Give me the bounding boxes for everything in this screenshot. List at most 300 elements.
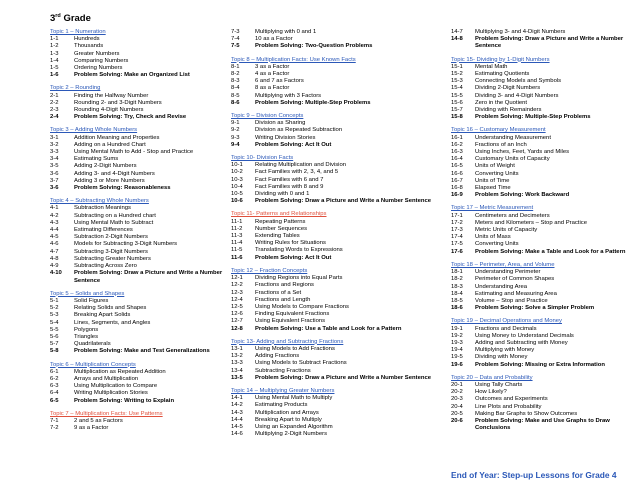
lesson-row (231, 219, 443, 226)
lesson-row (451, 142, 626, 149)
lesson-number: 12-6 (231, 311, 243, 318)
lesson-title: Fractions of a Set (255, 289, 302, 296)
lesson-title: Connecting Models and Symbols (475, 78, 562, 85)
lesson-number: 16-8 (451, 185, 463, 192)
lesson-number: 8-5 (231, 92, 240, 99)
lesson-number: 19-2 (451, 332, 463, 339)
lesson-row (231, 64, 443, 71)
lesson-title: 9 as a Factor (74, 425, 109, 432)
topic-title[interactable]: Topic 6 – Multiplication Concepts (50, 361, 136, 368)
lesson-row (50, 205, 225, 212)
lesson-title: Models for Subtracting 3-Digit Numbers (74, 241, 178, 248)
lesson-number: 16-5 (451, 163, 463, 170)
lesson-number: 13-1 (231, 345, 243, 352)
lesson-title: Fractions of an Inch (475, 141, 527, 148)
lesson-title: Estimating and Measuring Area (475, 290, 557, 297)
lesson-number: 8-4 (231, 85, 240, 92)
lesson-title: Problem Solving: Draw a Picture and Write a Number Sentence (475, 36, 624, 50)
lesson-number: 14-4 (231, 416, 243, 423)
lesson-row (231, 36, 443, 43)
topic-title[interactable]: Topic 18 – Perimeter, Area, and Volume (451, 261, 555, 268)
lesson-row (231, 198, 443, 205)
lesson-row (451, 269, 626, 276)
lesson-number: 16-2 (451, 141, 463, 148)
lesson-number: 15-3 (451, 78, 463, 85)
lesson-row (50, 305, 225, 312)
lesson-row (451, 156, 626, 163)
lesson-title: Subtracting Fractions (255, 367, 311, 374)
topic-title[interactable]: Topic 15- Dividing by 1-Digit Numbers (451, 56, 550, 63)
lesson-number: 20-5 (451, 410, 463, 417)
lesson-title: Multiplying with Money (475, 347, 535, 354)
lesson-title: Units of Weight (475, 163, 515, 170)
lesson-row (50, 390, 225, 397)
lesson-row (451, 276, 626, 283)
lesson-title: Multiplication as Repeated Addition (74, 368, 166, 375)
lesson-title: Writing Division Stories (255, 134, 316, 141)
lesson-title: Writing Multiplication Stories (74, 390, 148, 397)
lesson-title: Relating Multiplication and Division (255, 162, 347, 169)
lesson-number: 3-6 (50, 185, 59, 192)
lesson-row (451, 241, 626, 248)
lesson-row (50, 72, 225, 79)
lesson-row (451, 382, 626, 389)
lesson-number: 14-2 (231, 402, 243, 409)
lesson-number: 5-7 (50, 341, 59, 348)
lesson-title: Subtracting Greater Numbers (74, 255, 151, 262)
topic-section (50, 85, 225, 121)
lesson-row (50, 327, 225, 334)
lesson-title: Problem Solving: Draw a Picture and Write a Number Sentence (255, 374, 431, 381)
lesson-number: 14-1 (231, 395, 243, 402)
lesson-row (50, 93, 225, 100)
lesson-row (50, 65, 225, 72)
topic-title[interactable]: Topic 20 – Data and Probability (451, 374, 533, 381)
lesson-row (451, 185, 626, 192)
lesson-row (451, 347, 626, 354)
topic-title[interactable]: Topic 19 – Decimal Operations and Money (451, 318, 562, 325)
lesson-number: 18-5 (451, 297, 463, 304)
lesson-number: 4-6 (50, 241, 59, 248)
lesson-row (451, 340, 626, 347)
lesson-number: 5-3 (50, 312, 59, 319)
topic-section (451, 127, 626, 199)
topic-title[interactable]: Topic 9 – Division Concepts (231, 113, 304, 120)
lesson-row (50, 178, 225, 185)
lesson-title: Quadrilaterals (74, 341, 111, 348)
lesson-row (50, 213, 225, 220)
lesson-title: Units of Time (475, 177, 510, 184)
lesson-row (231, 275, 443, 282)
lesson-number: 15-4 (451, 85, 463, 92)
topic-title[interactable]: Topic 11- Patterns and Relationships (231, 211, 327, 218)
lesson-number: 10-4 (231, 183, 243, 190)
topic-section (451, 318, 626, 368)
lesson-row (451, 71, 626, 78)
lesson-title: Problem Solving: Two-Question Problems (255, 43, 373, 50)
topic-section (50, 411, 225, 433)
lesson-title: Zero in the Quotient (475, 99, 528, 106)
lesson-number: 9-1 (231, 120, 240, 127)
lesson-number: 18-3 (451, 283, 463, 290)
lesson-number: 16-7 (451, 177, 463, 184)
topic-title[interactable]: Topic 16 – Customary Measurement (451, 127, 546, 134)
topic-title[interactable]: Topic 10- Division Facts (231, 155, 294, 162)
lesson-title: Converting Units (475, 170, 519, 177)
lesson-title: Using Equivalent Fractions (255, 318, 326, 325)
lesson-title: Polygons (74, 326, 99, 333)
lesson-row (50, 135, 225, 142)
lesson-row (451, 135, 626, 142)
lesson-number: 14-5 (231, 423, 243, 430)
topic-section (231, 211, 443, 261)
lesson-title: Triangles (74, 333, 99, 340)
lesson-row (451, 326, 626, 333)
lesson-number: 5-6 (50, 333, 59, 340)
lesson-row (231, 360, 443, 367)
lesson-number: 17-3 (451, 227, 463, 234)
lesson-row (231, 346, 443, 353)
lesson-title: Problem Solving: Act It Out (255, 141, 332, 148)
lesson-title: Solid Figures (74, 297, 109, 304)
lesson-number: 6-5 (50, 397, 59, 404)
topic-title[interactable]: Topic 1 – Numeration (50, 29, 106, 35)
lesson-row (50, 418, 225, 425)
topic-section (231, 155, 443, 205)
lesson-number: 4-5 (50, 234, 59, 241)
lesson-row (50, 241, 225, 248)
lesson-number: 14-6 (231, 431, 243, 438)
lesson-number: 10-1 (231, 162, 243, 169)
lesson-title: Centimeters and Decimeters (475, 212, 550, 219)
lesson-number: 16-4 (451, 156, 463, 163)
lesson-number: 11-1 (231, 218, 243, 225)
lesson-title: Understanding Area (475, 283, 528, 290)
lesson-number: 17-1 (451, 212, 463, 219)
lesson-title: Fact Families with 8 and 9 (255, 183, 324, 190)
lesson-row (50, 369, 225, 376)
topic-title[interactable]: Topic 13- Adding and Subtracting Fractions (231, 338, 344, 345)
lesson-title: Fact Families with 2, 3, 4, and 5 (255, 169, 339, 176)
lesson-number: 15-2 (451, 71, 463, 78)
topic-section (451, 29, 626, 51)
lesson-number: 14-7 (451, 29, 463, 35)
lesson-row (231, 71, 443, 78)
grade-suffix: rd (55, 12, 61, 19)
lesson-number: 15-7 (451, 107, 463, 114)
topic-title[interactable]: Topic 7 – Multiplication Facts: Use Patterns (50, 410, 163, 417)
lesson-row (231, 169, 443, 176)
lesson-title: Fractions and Decimals (475, 325, 537, 332)
topic-title[interactable]: Topic 5 – Solids and Shapes (50, 290, 125, 297)
lesson-title: Adding and Subtracting with Money (475, 339, 568, 346)
lesson-title: Using Tally Charts (475, 381, 523, 388)
lesson-number: 3-3 (50, 149, 59, 156)
lesson-title: Dividing with 0 and 1 (255, 191, 310, 198)
lesson-title: Converting Units (475, 241, 519, 248)
lesson-row (231, 135, 443, 142)
topic-title[interactable]: Topic 2 – Rounding (50, 85, 101, 92)
lesson-row (50, 107, 225, 114)
lesson-title: 4 as a Factor (255, 71, 290, 78)
lesson-row (231, 29, 443, 36)
lesson-row (451, 411, 626, 418)
lesson-row (50, 142, 225, 149)
lesson-number: 14-8 (451, 36, 463, 43)
lesson-number: 1-3 (50, 50, 59, 57)
lesson-title: Customary Units of Capacity (475, 156, 550, 163)
grade-word: Grade (63, 13, 91, 24)
lesson-row (50, 51, 225, 58)
lesson-title: Adding on a Hundred Chart (74, 141, 146, 148)
lesson-row (231, 290, 443, 297)
lesson-row (231, 247, 443, 254)
lesson-row (451, 192, 626, 199)
lesson-row (231, 395, 443, 402)
lesson-number: 5-8 (50, 348, 59, 355)
lesson-title: Problem Solving: Draw a Picture and Write a Number Sentence (255, 198, 431, 205)
lesson-title: Estimating Sums (74, 156, 119, 163)
lesson-title: Rounding 4-Digit Numbers (74, 107, 144, 114)
lesson-row (50, 334, 225, 341)
lesson-row (231, 226, 443, 233)
lesson-number: 16-6 (451, 170, 463, 177)
lesson-number: 20-4 (451, 403, 463, 410)
lesson-row (231, 120, 443, 127)
lesson-row (231, 184, 443, 191)
lesson-row (231, 375, 443, 382)
lesson-number: 11-4 (231, 240, 243, 247)
lesson-row (451, 36, 626, 50)
topic-section (50, 127, 225, 192)
lesson-row (50, 156, 225, 163)
lesson-row (231, 93, 443, 100)
lesson-title: Using Mental Math to Subtract (74, 219, 154, 226)
lesson-row (451, 64, 626, 71)
lesson-number: 17-2 (451, 219, 463, 226)
lesson-number: 15-5 (451, 92, 463, 99)
lesson-number: 5-2 (50, 305, 59, 312)
lesson-number: 19-1 (451, 325, 463, 332)
lesson-row (451, 333, 626, 340)
lesson-number: 9-3 (231, 134, 240, 141)
lesson-title: Outcomes and Experiments (475, 396, 548, 403)
lesson-number: 18-4 (451, 290, 463, 297)
lesson-title: 8 as a Factor (255, 85, 290, 92)
lesson-row (50, 149, 225, 156)
lesson-row (231, 297, 443, 304)
topic-section (231, 388, 443, 438)
lesson-number: 4-4 (50, 227, 59, 234)
lesson-title: Multiplying with 0 and 1 (255, 29, 317, 35)
topic-title[interactable]: Topic 17 – Metric Measurement (451, 205, 534, 212)
lesson-number: 7-1 (50, 417, 59, 424)
lesson-number: 10-3 (231, 176, 243, 183)
lesson-number: 4-3 (50, 219, 59, 226)
lesson-row (50, 171, 225, 178)
lesson-title: Understanding Perimeter (475, 269, 541, 276)
lesson-title: Using Models to Subtract Fractions (255, 360, 347, 367)
lesson-row (50, 298, 225, 305)
lesson-title: Metric Units of Capacity (475, 227, 538, 234)
lesson-number: 9-2 (231, 127, 240, 134)
lesson-number: 12-1 (231, 275, 243, 282)
lesson-number: 16-3 (451, 149, 463, 156)
lesson-row (231, 162, 443, 169)
topic-section (451, 375, 626, 433)
lesson-number: 13-5 (231, 374, 243, 381)
lesson-title: 3 as a Factor (255, 63, 290, 70)
topic-section (451, 205, 626, 255)
lesson-number: 1-4 (50, 57, 59, 64)
lesson-title: Multiplication and Arrays (255, 409, 319, 416)
lesson-title: Finding the Halfway Number (74, 92, 149, 99)
lesson-number: 2-2 (50, 99, 59, 106)
lesson-title: Subtracting Across Zero (74, 263, 137, 270)
lesson-title: Using an Expanded Algorithm (255, 423, 333, 430)
lesson-title: Estimating Differences (74, 227, 133, 234)
lesson-title: Mental Math (475, 63, 508, 70)
lesson-number: 6-4 (50, 390, 59, 397)
lesson-number: 3-1 (50, 134, 59, 141)
lesson-number: 13-2 (231, 353, 243, 360)
lesson-number: 4-10 (50, 270, 62, 277)
lesson-row (50, 256, 225, 263)
lesson-title: Division as Sharing (255, 120, 306, 127)
lesson-title: Number Sequences (255, 225, 308, 232)
lesson-title: Elapsed Time (475, 185, 511, 192)
lesson-title: Rounding 2- and 3-Digit Numbers (74, 99, 162, 106)
lesson-number: 13-3 (231, 360, 243, 367)
lesson-title: Division as Repeated Subtraction (255, 127, 343, 134)
lesson-row (231, 282, 443, 289)
lesson-row (451, 171, 626, 178)
topic-title[interactable]: Topic 4 – Subtracting Whole Numbers (50, 198, 149, 205)
topic-section (50, 29, 225, 79)
lesson-title: Perimeter of Common Shapes (475, 276, 555, 283)
footer-note: End of Year: Step-up Lessons for Grade 4 (451, 470, 617, 480)
lesson-number: 17-4 (451, 234, 463, 241)
lesson-title: Dividing with Remainders (475, 107, 542, 114)
lesson-number: 18-2 (451, 276, 463, 283)
lesson-title: Problem Solving: Solve a Simpler Problem (475, 305, 595, 312)
topic-title[interactable]: Topic 12 – Fraction Concepts (231, 267, 308, 274)
lesson-row (451, 213, 626, 220)
lesson-number: 1-1 (50, 36, 59, 43)
lesson-number: 7-5 (231, 43, 240, 50)
lesson-row (231, 424, 443, 431)
lesson-title: Fractions and Regions (255, 282, 314, 289)
lesson-number: 10-2 (231, 169, 243, 176)
lesson-number: 18-6 (451, 305, 463, 312)
lesson-title: Problem Solving: Multiple-Step Problems (475, 114, 591, 121)
lesson-number: 6-2 (50, 375, 59, 382)
lesson-row (50, 376, 225, 383)
lesson-number: 17-5 (451, 241, 463, 248)
lesson-number: 19-5 (451, 354, 463, 361)
lesson-title: Adding 2-Digit Numbers (74, 163, 137, 170)
lesson-title: Problem Solving: Work Backward (475, 192, 570, 199)
lesson-row (451, 404, 626, 411)
lesson-row (451, 100, 626, 107)
lesson-title: Translating Words to Expressions (255, 247, 343, 254)
lesson-row (231, 177, 443, 184)
lesson-row (231, 255, 443, 262)
lesson-title: Problem Solving: Missing or Extra Information (475, 361, 605, 368)
lesson-title: Subtraction 2-Digit Numbers (74, 234, 148, 241)
lesson-title: Problem Solving: Make and Use Graphs to Draw Conclusions (475, 417, 610, 432)
lesson-title: Fact Families with 6 and 7 (255, 176, 324, 183)
lesson-title: Problem Solving: Try, Check and Revise (74, 114, 187, 121)
lesson-row (451, 305, 626, 312)
lesson-row (50, 227, 225, 234)
lesson-number: 19-4 (451, 347, 463, 354)
lesson-row (451, 178, 626, 185)
lesson-number: 15-1 (451, 63, 463, 70)
lesson-row (451, 107, 626, 114)
lesson-row (231, 402, 443, 409)
lesson-row (451, 234, 626, 241)
topic-section (50, 198, 225, 284)
lesson-row (451, 227, 626, 234)
lesson-title: 10 as a Factor (255, 36, 293, 43)
lesson-title: Estimating Quotients (475, 71, 530, 78)
lesson-row (50, 100, 225, 107)
lesson-title: Problem Solving: Use a Table and Look for a Pattern (255, 325, 402, 332)
topic-section (50, 362, 225, 405)
lesson-title: Line Plots and Probability (475, 403, 542, 410)
lesson-title: Greater Numbers (74, 50, 120, 57)
lesson-number: 8-1 (231, 63, 240, 70)
lesson-row (231, 142, 443, 149)
lesson-number: 10-5 (231, 191, 243, 198)
lesson-number: 4-7 (50, 248, 59, 255)
lesson-number: 12-2 (231, 282, 243, 289)
lesson-number: 19-6 (451, 361, 463, 368)
lesson-row (231, 311, 443, 318)
lesson-title: Making Bar Graphs to Show Outcomes (475, 410, 578, 417)
lesson-title: Hundreds (74, 36, 100, 43)
column-3 (451, 29, 626, 438)
lesson-title: Dividing Regions into Equal Parts (255, 275, 343, 282)
lesson-row (231, 127, 443, 134)
lesson-title: Using Mental Math to Multiply (255, 395, 333, 402)
topic-section (231, 57, 443, 107)
lesson-number: 11-5 (231, 247, 243, 254)
lesson-number: 4-8 (50, 255, 59, 262)
lesson-title: Problem Solving: Draw a Picture and Write a Number Sentence (74, 270, 223, 284)
lesson-title: Relating Solids and Shapes (74, 305, 147, 312)
lesson-number: 12-7 (231, 318, 243, 325)
lesson-number: 7-2 (50, 425, 59, 432)
lesson-title: Subtracting 3-Digit Numbers (74, 248, 148, 255)
lesson-number: 16-1 (451, 134, 463, 141)
lesson-row (50, 114, 225, 121)
lesson-row (50, 398, 225, 405)
lesson-number: 16-9 (451, 192, 463, 199)
lesson-row (50, 341, 225, 348)
lesson-row (231, 233, 443, 240)
lesson-row (50, 249, 225, 256)
topic-title[interactable]: Topic 3 – Adding Whole Numbers (50, 127, 138, 134)
grade-heading (50, 14, 91, 24)
topic-title[interactable]: Topic 14 – Multiplying Greater Numbers (231, 387, 335, 394)
topic-title[interactable]: Topic 8 – Multiplication Facts: Use Known Facts (231, 56, 356, 63)
lesson-title: Adding 3- and 4-Digit Numbers (74, 170, 155, 177)
lesson-row (231, 353, 443, 360)
lesson-row (50, 263, 225, 270)
lesson-row (231, 191, 443, 198)
